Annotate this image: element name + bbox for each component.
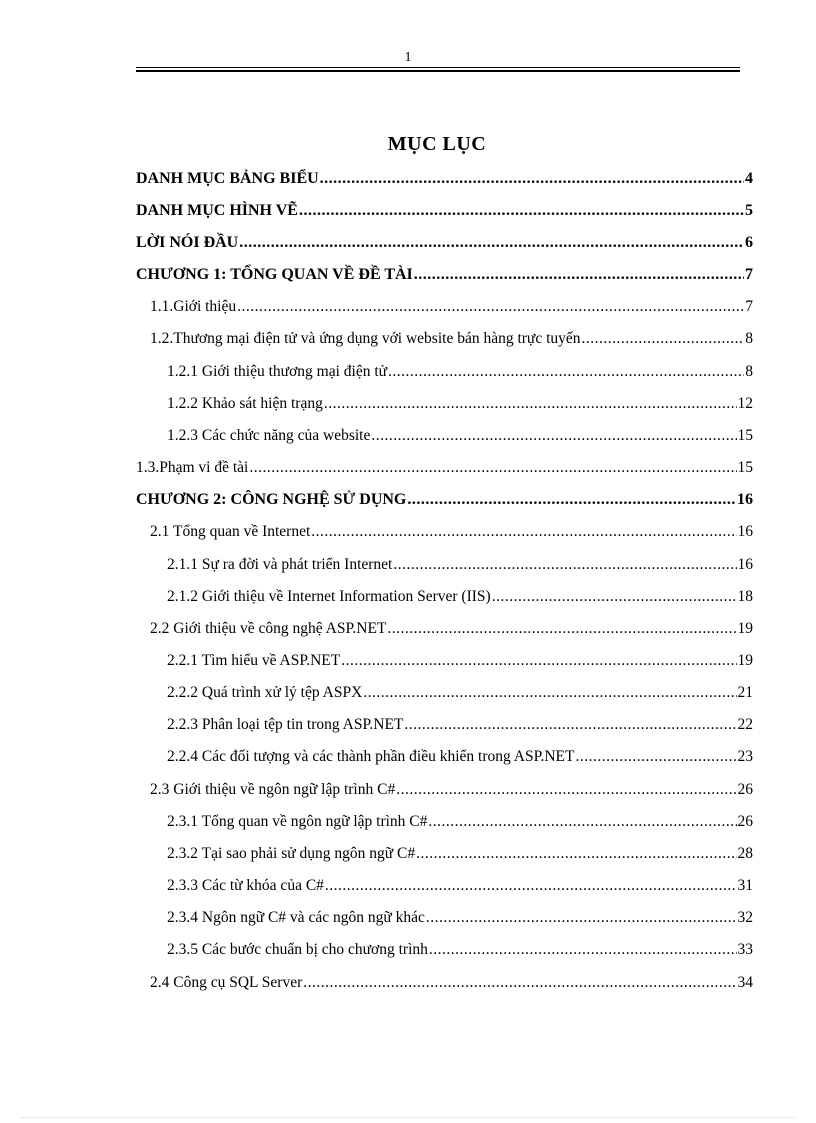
toc-entry-page: 7 xyxy=(745,266,753,283)
toc-entry-label: 1.2.Thương mại điện tử và ứng dụng với website bán hàng trực tuyến xyxy=(150,330,581,347)
toc-entry-2-2-1[interactable] xyxy=(167,652,753,676)
toc-entry-label: DANH MỤC HÌNH VẼ xyxy=(136,202,298,219)
toc-entry-label: LỜI NÓI ĐẦU xyxy=(136,234,239,251)
toc-entry-2-1-2[interactable] xyxy=(167,588,753,612)
toc-entry-page: 16 xyxy=(737,491,753,508)
toc-entry-page: 16 xyxy=(737,523,753,540)
toc-entry-label: CHƯƠNG 1: TỔNG QUAN VỀ ĐỀ TÀI xyxy=(136,266,413,283)
toc-entry-label: 2.4 Công cụ SQL Server xyxy=(150,974,303,991)
toc-entry-2-3-2[interactable] xyxy=(167,845,753,869)
toc-entry-label: 2.3.5 Các bước chuẩn bị cho chương trình xyxy=(167,941,428,958)
toc-entry-label: 2.2.1 Tìm hiểu về ASP.NET xyxy=(167,652,341,669)
toc-entry-label: CHƯƠNG 2: CÔNG NGHỆ SỬ DỤNG xyxy=(136,491,407,508)
toc-leader xyxy=(429,941,737,959)
toc-leader xyxy=(428,813,736,831)
toc-leader xyxy=(249,459,736,477)
toc-leader xyxy=(320,170,744,188)
toc-entry-2-2-4[interactable] xyxy=(167,748,753,772)
toc-leader xyxy=(303,974,736,992)
toc-leader xyxy=(393,556,736,574)
toc-entry-2-3-3[interactable] xyxy=(167,877,753,901)
toc-entry-page: 26 xyxy=(737,813,753,830)
toc-entry-2-1[interactable] xyxy=(150,523,753,547)
header-rule xyxy=(136,67,740,69)
toc-leader xyxy=(416,845,736,863)
toc-entry-label: 1.3.Phạm vi đề tài xyxy=(136,459,249,476)
toc-entry-2-3-5[interactable] xyxy=(167,941,753,965)
toc-entry-label: 2.2.3 Phân loại tệp tin trong ASP.NET xyxy=(167,716,404,733)
page-number: 1 xyxy=(404,50,412,65)
toc-entry-2-1-1[interactable] xyxy=(167,556,753,580)
toc-leader xyxy=(299,202,744,220)
toc-entry-page: 8 xyxy=(745,330,753,347)
toc-entry-1-2-1[interactable] xyxy=(167,363,753,387)
toc-entry-chapter-1[interactable] xyxy=(136,266,753,290)
toc-entry-page: 6 xyxy=(745,234,753,251)
toc-entry-label: 2.2.2 Quá trình xử lý tệp ASPX xyxy=(167,684,363,701)
toc-entry-label: 2.2.4 Các đối tượng và các thành phần điều khiển trong ASP.NET xyxy=(167,748,575,765)
toc-entry-page: 15 xyxy=(737,459,753,476)
toc-entry-page: 8 xyxy=(745,363,753,380)
toc-entry-2-3-1[interactable] xyxy=(167,813,753,837)
toc-leader xyxy=(426,909,737,927)
toc-entry-page: 19 xyxy=(737,620,753,637)
toc-entry-page: 34 xyxy=(737,974,753,991)
toc-leader xyxy=(341,652,736,670)
toc-entry-page: 18 xyxy=(737,588,753,605)
toc-entry-label: 2.2 Giới thiệu về công nghệ ASP.NET xyxy=(150,620,387,637)
toc-leader xyxy=(404,716,736,734)
toc-entry-list-of-tables[interactable] xyxy=(136,170,753,194)
toc-entry-page: 28 xyxy=(737,845,753,862)
toc-entry-2-2[interactable] xyxy=(150,620,753,644)
page-bottom-border xyxy=(20,1117,796,1118)
toc-entry-page: 5 xyxy=(745,202,753,219)
toc-entry-label: 2.3.1 Tổng quan về ngôn ngữ lập trình C# xyxy=(167,813,428,830)
toc-leader xyxy=(414,266,744,284)
toc-entry-2-2-3[interactable] xyxy=(167,716,753,740)
toc-entry-page: 4 xyxy=(745,170,753,187)
toc-leader xyxy=(575,748,736,766)
toc-leader xyxy=(407,491,736,509)
toc-leader xyxy=(311,523,736,541)
toc-entry-label: 1.2.2 Khảo sát hiện trạng xyxy=(167,395,323,412)
toc-entry-page: 19 xyxy=(737,652,753,669)
toc-entry-label: 2.1.1 Sự ra đời và phát triển Internet xyxy=(167,556,393,573)
toc-entry-page: 7 xyxy=(745,298,753,315)
toc-leader xyxy=(387,620,736,638)
toc-entry-1-2-2[interactable] xyxy=(167,395,753,419)
toc-entry-label: 2.1.2 Giới thiệu về Internet Information Server (IIS) xyxy=(167,588,491,605)
toc-entry-1-3[interactable] xyxy=(136,459,753,483)
toc-entry-list-of-figures[interactable] xyxy=(136,202,753,226)
toc-entry-page: 23 xyxy=(737,748,753,765)
toc-entry-page: 32 xyxy=(737,909,753,926)
toc-entry-page: 16 xyxy=(737,556,753,573)
toc-entry-label: 2.3.3 Các từ khóa của C# xyxy=(167,877,324,894)
toc-leader xyxy=(388,363,744,381)
toc-entry-page: 15 xyxy=(737,427,753,444)
toc-entry-label: 1.1.Giới thiệu xyxy=(150,298,237,315)
toc-entry-page: 26 xyxy=(737,781,753,798)
toc-leader xyxy=(492,588,737,606)
toc-entry-label: 2.3.4 Ngôn ngữ C# và các ngôn ngữ khác xyxy=(167,909,425,926)
toc-entry-page: 21 xyxy=(737,684,753,701)
toc-title: MỤC LỤC xyxy=(387,133,487,155)
toc-leader xyxy=(325,877,737,895)
toc-entry-2-2-2[interactable] xyxy=(167,684,753,708)
toc-entry-2-4[interactable] xyxy=(150,974,753,998)
toc-leader xyxy=(363,684,736,702)
toc-leader xyxy=(239,234,744,252)
toc-leader xyxy=(237,298,744,316)
toc-entry-page: 33 xyxy=(737,941,753,958)
toc-entry-2-3-4[interactable] xyxy=(167,909,753,933)
toc-leader xyxy=(396,781,736,799)
toc-entry-page: 12 xyxy=(737,395,753,412)
toc-entry-label: 1.2.1 Giới thiệu thương mại điện tử xyxy=(167,363,388,380)
toc-entry-page: 22 xyxy=(737,716,753,733)
toc-entry-2-3[interactable] xyxy=(150,781,753,805)
toc-entry-1-2[interactable] xyxy=(150,330,753,354)
header-rule-thick xyxy=(136,70,740,73)
toc-entry-chapter-2[interactable] xyxy=(136,491,753,515)
toc-leader xyxy=(582,330,745,348)
toc-entry-label: 2.3 Giới thiệu về ngôn ngữ lập trình C# xyxy=(150,781,396,798)
toc-entry-label: DANH MỤC BẢNG BIỂU xyxy=(136,170,319,187)
toc-entry-1-1[interactable] xyxy=(150,298,753,322)
toc-entry-1-2-3[interactable] xyxy=(167,427,753,451)
toc-entry-label: 2.1 Tổng quan về Internet xyxy=(150,523,311,540)
toc-leader xyxy=(324,395,737,413)
toc-leader xyxy=(371,427,736,445)
toc-entry-preface[interactable] xyxy=(136,234,753,258)
toc-entry-label: 2.3.2 Tại sao phải sử dụng ngôn ngữ C# xyxy=(167,845,416,862)
toc-entry-page: 31 xyxy=(737,877,753,894)
toc-entry-label: 1.2.3 Các chức năng của website xyxy=(167,427,371,444)
